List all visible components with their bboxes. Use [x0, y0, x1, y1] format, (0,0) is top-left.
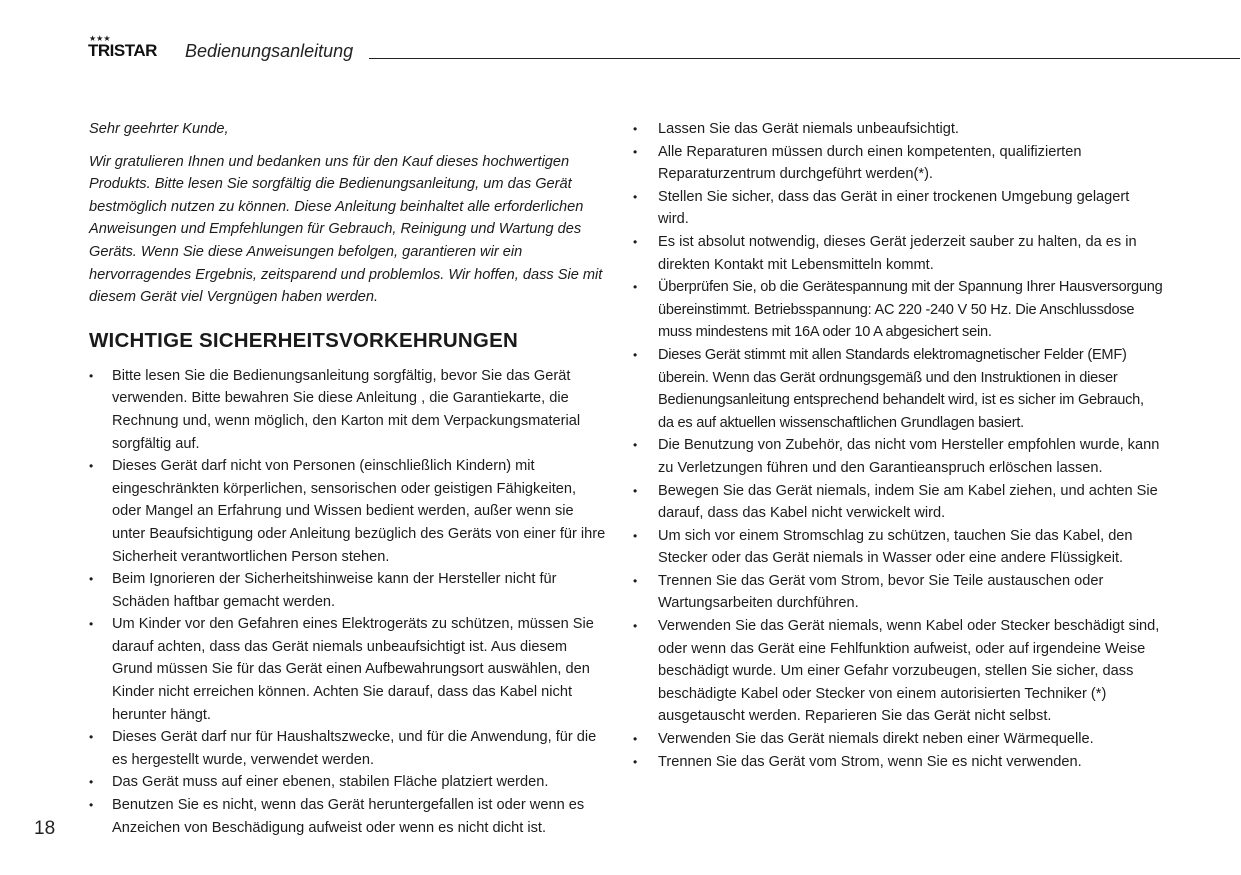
page-header: [88, 36, 1240, 66]
logo-stars: ★★★: [89, 34, 111, 43]
list-item: • Stellen Sie sicher, dass das Gerät in einer trockenen Umgebung gelagert wird.: [633, 186, 1163, 231]
safety-list-left: [89, 365, 609, 839]
list-item: • Um Kinder vor den Gefahren eines Elektrogeräts zu schützen, müssen Sie darauf achten, dass das Gerät niemals unbeaufsichtigt ist. Aus diesem Grund müssen Sie für das Gerät einen Aufbewahrungsort auswählen, den Kinder nicht erreichen können. Achten Sie darauf, dass das Kabel nicht herunter hängt.: [89, 613, 609, 726]
safety-list-right: [633, 118, 1163, 773]
list-item: • Überprüfen Sie, ob die Gerätespannung mit der Spannung Ihrer Hausversorgung übereinstimmt. Betriebsspannung: AC 220 -240 V 50 Hz. Die Anschlussdose muss mindestens mit 16A oder 10 A abgesichert sein.: [633, 276, 1163, 344]
list-item: • Dieses Gerät darf nur für Haushaltszwecke, und für die Anwendung, für die es hergestellt wurde, verwendet werden.: [89, 726, 609, 771]
left-column: [89, 118, 609, 839]
header-rule: [369, 58, 1240, 59]
list-item: • Bitte lesen Sie die Bedienungsanleitung sorgfältig, bevor Sie das Gerät verwenden. Bitte bewahren Sie diese Anleitung , die Garantiekarte, die Rechnung und, wenn möglich, den Karton mit dem Verpackungsmaterial sorgfältig auf.: [89, 365, 609, 455]
header-title: Bedienungsanleitung: [185, 41, 354, 61]
list-item: • Das Gerät muss auf einer ebenen, stabilen Fläche platziert werden.: [89, 771, 609, 794]
list-item: • Benutzen Sie es nicht, wenn das Gerät heruntergefallen ist oder wenn es Anzeichen von Beschädigung aufweist oder wenn es nicht dicht ist.: [89, 794, 609, 839]
list-item: • Dieses Gerät stimmt mit allen Standards elektromagnetischer Felder (EMF) überein. Wenn das Gerät ordnungsgemäß und den Instruktionen in dieser Bedienungsanleitung entsprechend behandelt wird, ist es sicher im Gebrauch, da es auf aktuellen wissenschaftlichen Grundlagen basiert.: [633, 344, 1163, 434]
list-item: • Beim Ignorieren der Sicherheitshinweise kann der Hersteller nicht für Schäden haftbar gemacht werden.: [89, 568, 609, 613]
salutation: Sehr geehrter Kunde,: [89, 121, 229, 137]
right-column: [633, 118, 1163, 773]
tristar-logo: [88, 36, 180, 60]
list-item: • Trennen Sie das Gerät vom Strom, bevor Sie Teile austauschen oder Wartungsarbeiten durchführen.: [633, 570, 1163, 615]
list-item: • Verwenden Sie das Gerät niemals direkt neben einer Wärmequelle.: [633, 728, 1163, 751]
list-item: • Die Benutzung von Zubehör, das nicht vom Hersteller empfohlen wurde, kann zu Verletzungen führen und den Garantieanspruch erlöschen lassen.: [633, 434, 1163, 479]
list-item: • Dieses Gerät darf nicht von Personen (einschließlich Kindern) mit eingeschränkten körperlichen, sensorischen oder geistigen Fähigkeiten, oder Mangel an Erfahrung und Wissen bedient werden, außer wenn sie unter Beaufsichtigung oder Anleitung bezüglich des Geräts von einer für ihre Sicherheit verantwortlichen Person stehen.: [89, 455, 609, 568]
list-item: • Verwenden Sie das Gerät niemals, wenn Kabel oder Stecker beschädigt sind, oder wenn das Gerät eine Fehlfunktion aufweist, oder auf irgendeine Weise beschädigt wurde. Um einer Gefahr vorzubeugen, stellen Sie sicher, dass beschädigte Kabel oder Stecker von einem autorisierten Techniker (*) ausgetauscht werden. Reparieren Sie das Gerät nicht selbst.: [633, 615, 1163, 728]
logo-wordmark: TRISTAR: [88, 41, 157, 60]
list-item: • Es ist absolut notwendig, dieses Gerät jederzeit sauber zu halten, da es in direkten Kontakt mit Lebensmitteln kommt.: [633, 231, 1163, 276]
list-item: • Trennen Sie das Gerät vom Strom, wenn Sie es nicht verwenden.: [633, 751, 1163, 774]
page-number: 18: [34, 818, 56, 839]
list-item: • Bewegen Sie das Gerät niemals, indem Sie am Kabel ziehen, und achten Sie darauf, dass das Kabel nicht verwickelt wird.: [633, 480, 1163, 525]
intro-paragraph: Wir gratulieren Ihnen und bedanken uns für den Kauf dieses hochwertigen Produkts. Bitte lesen Sie sorgfältig die Bedienungsanleitung, um das Gerät bestmöglich nutzen zu können. Diese Anleitung beinhaltet alle erforderlichen Anweisungen und Empfehlungen für Gebrauch, Reinigung und Wartung des Geräts. Wenn Sie diese Anweisungen befolgen, garantieren wir ein hervorragendes Ergebnis, zeitsparend und problemlos. Wir hoffen, dass Sie mit diesem Gerät viel Vergnügen haben werden.: [89, 153, 603, 306]
list-item: • Alle Reparaturen müssen durch einen kompetenten, qualifizierten Reparaturzentrum durchgeführt werden(*).: [633, 141, 1163, 186]
list-item: • Um sich vor einem Stromschlag zu schützen, tauchen Sie das Kabel, den Stecker oder das Gerät niemals in Wasser oder eine andere Flüssigkeit.: [633, 525, 1163, 570]
list-item: • Lassen Sie das Gerät niemals unbeaufsichtigt.: [633, 118, 1163, 141]
section-heading: WICHTIGE SICHERHEITSVORKEHRUNGEN: [89, 328, 518, 352]
